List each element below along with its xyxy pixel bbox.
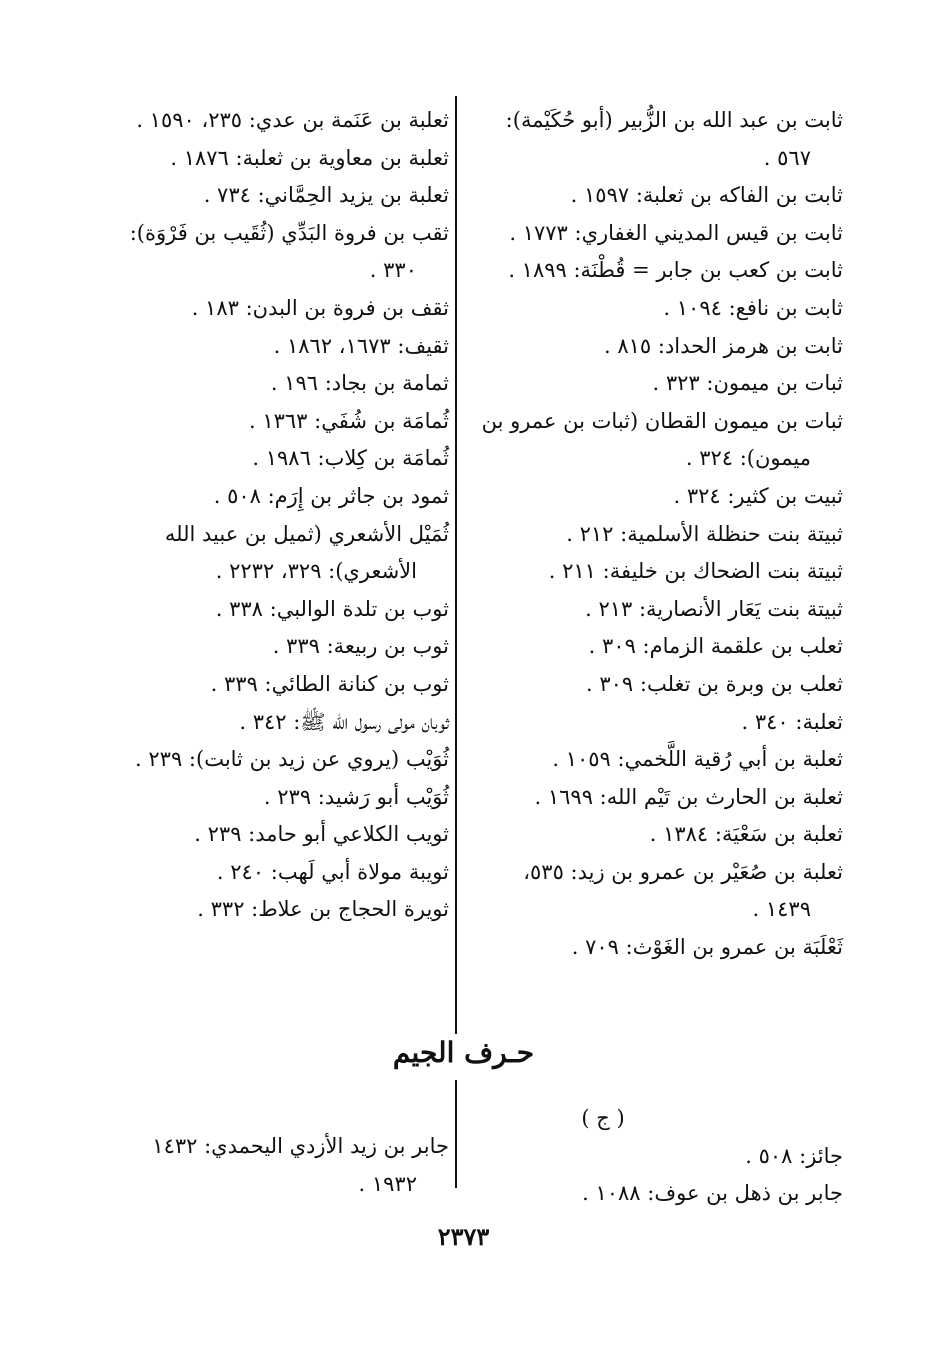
index-entry: ثعلبة بن صُعَيْر بن عمرو بن زيد: ٥٣٥،: [523, 859, 843, 884]
index-entry: ثعلبة بن عَنَمة بن عدي: ٢٣٥، ١٥٩٠ .: [136, 108, 449, 132]
index-entry: ثويرة الحجاج بن علاط: ٣٣٢ .: [197, 897, 449, 922]
index-entry: جابر بن ذهل بن عوف: ١٠٨٨ .: [582, 1181, 843, 1206]
section-heading: حـرف الجيم: [392, 1036, 535, 1069]
index-entry: ثعلبة بن الحارث بن تَيْم الله: ١٦٩٩ .: [534, 784, 843, 809]
index-entry: ثبيتة بنت الضحاك بن خليفة: ٢١١ .: [548, 559, 843, 584]
index-entry-continuation: ٥٦٧ .: [763, 145, 811, 170]
index-entry-continuation: ٣٣٠ .: [369, 258, 417, 283]
index-entry: ثقف بن فروة بن البدن: ١٨٣ .: [191, 295, 449, 320]
index-entry: ثعلبة بن يزيد الحِمَّاني: ٧٣٤ .: [203, 183, 449, 208]
index-entry: ثوب بن كنانة الطائي: ٣٣٩ .: [210, 671, 449, 696]
index-entry: ثعلبة بن سَعْيَة: ١٣٨٤ .: [649, 822, 843, 847]
letter-subheading: ( ج ): [581, 1106, 625, 1130]
index-entry: ثمود بن جاثر بن إِرَم: ٥٠٨ .: [213, 483, 449, 508]
index-entry: ثويبة مولاة أبي لَهب: ٢٤٠ .: [216, 859, 449, 884]
index-entry: ثابت بن نافع: ١٠٩٤ .: [663, 295, 843, 320]
index-column-left-jim: [77, 1128, 449, 1203]
index-entry: ثقيف: ١٦٧٣، ١٨٦٢ .: [273, 333, 449, 358]
column-divider-top: [455, 96, 457, 1034]
index-entry: ثبيتة بنت يَعَار الأنصارية: ٢١٣ .: [585, 596, 843, 621]
index-entry: ثوب بن ربيعة: ٣٣٩ .: [272, 634, 449, 659]
index-column-right: [467, 102, 843, 967]
column-divider-bottom: [455, 1080, 457, 1188]
index-entry: ثبات بن ميمون: ٣٢٣ .: [652, 371, 843, 396]
index-entry-continuation: ميمون): ٣٢٤ .: [685, 446, 811, 471]
index-entry-continuation: ١٤٣٩ .: [752, 897, 811, 922]
index-entry: ثويب الكلاعي أبو حامد: ٢٣٩ .: [194, 822, 449, 847]
index-entry: ثابت بن عبد الله بن الزُّبير (أبو حُكَيْمة):: [505, 108, 843, 132]
index-entry: ثعلب بن وبرة بن تغلب: ٣٠٩ .: [586, 671, 843, 696]
index-entry-continuation: ١٩٣٢ .: [358, 1171, 417, 1196]
index-entry: ثابت بن كعب بن جابر = قُطْنَة: ١٨٩٩ .: [508, 258, 843, 283]
index-column-right-jim: [483, 1100, 843, 1213]
index-entry: ثعلب بن علقمة الزمام: ٣٠٩ .: [588, 634, 843, 659]
index-entry: ثوب بن تلدة الوالبي: ٣٣٨ .: [215, 596, 449, 621]
page-number: ٢٣٧٣: [437, 1222, 490, 1251]
index-entry: ثُمامَة بن كِلاب: ١٩٨٦ .: [252, 446, 449, 471]
index-entry: ثابت بن قيس المديني الغفاري: ١٧٧٣ .: [509, 220, 843, 245]
index-column-left: [77, 102, 449, 929]
index-entry: ثقب بن فروة البَدِّي (ثُقَيب بن فَرْوَة):: [129, 220, 449, 245]
index-entry: ثمامة بن بجاد: ١٩٦ .: [270, 371, 449, 396]
index-entry: ثابت بن هرمز الحداد: ٨١٥ .: [603, 333, 843, 358]
index-entry: جابر بن زيد الأزدي اليحمدي: ١٤٣٢: [152, 1134, 449, 1158]
index-entry: ثعلبة: ٣٤٠ .: [741, 709, 843, 734]
index-entry: ثوبان مولى رسول الله ﷺ: ٣٤٢ .: [239, 709, 449, 734]
index-entry: ثابت بن الفاكه بن ثعلبة: ١٥٩٧ .: [570, 183, 843, 208]
index-entry: ثعلبة بن معاوية بن ثعلبة: ١٨٧٦ .: [170, 145, 449, 170]
index-entry: ثَعْلَبَة بن عمرو بن الغَوْث: ٧٠٩ .: [571, 935, 843, 960]
index-entry-continuation: الأشعري): ٣٢٩، ٢٢٣٢ .: [215, 559, 417, 584]
index-entry: جائز: ٥٠٨ .: [745, 1143, 843, 1168]
index-entry: ثُوَيْب أبو رَشيد: ٢٣٩ .: [263, 784, 449, 809]
index-entry: ثُمامَة بن شُفَي: ١٣٦٣ .: [248, 408, 449, 433]
index-entry: ثعلبة بن أبي رُقية اللَّخمي: ١٠٥٩ .: [552, 747, 843, 772]
index-entry: ثُمَيْل الأشعري (ثميل بن عبيد الله: [164, 521, 449, 546]
index-entry: ثُوَيْب (يروي عن زيد بن ثابت): ٢٣٩ .: [135, 747, 449, 772]
index-entry: ثبيت بن كثير: ٣٢٤ .: [673, 483, 843, 508]
index-entry: ثبات بن ميمون القطان (ثبات بن عمرو بن: [481, 408, 843, 433]
index-entry: ثبيتة بنت حنظلة الأسلمية: ٢١٢ .: [566, 521, 843, 546]
